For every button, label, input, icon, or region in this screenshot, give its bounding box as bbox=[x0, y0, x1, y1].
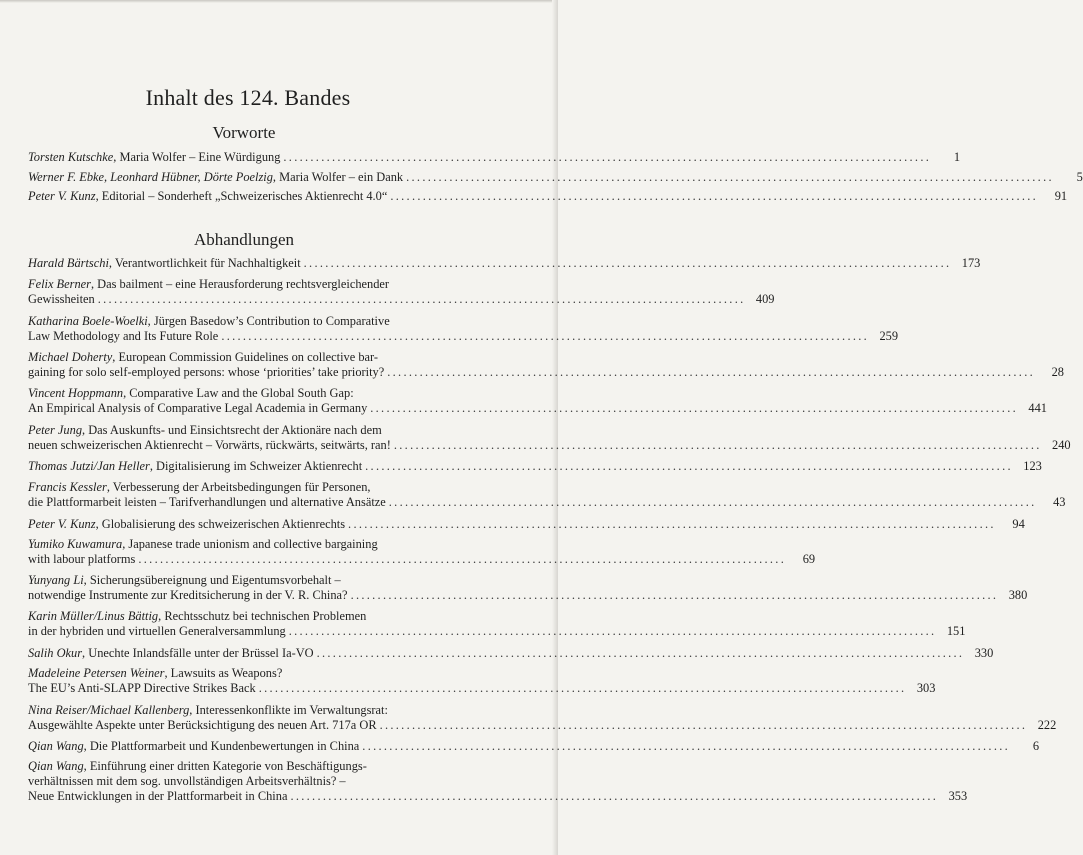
entry-author: Madeleine Petersen Weiner bbox=[28, 666, 165, 680]
dot-leader: ........................................................................................................................ bbox=[221, 329, 870, 344]
entry-author: Katharina Boele-Woelki bbox=[28, 314, 148, 328]
entry-title: , Das Auskunfts- und Einsichtsrecht der Aktionäre nach dem bbox=[82, 423, 382, 437]
entry-author: Peter V. Kunz bbox=[28, 189, 96, 203]
page-number: 43 bbox=[1053, 495, 1066, 510]
dot-leader: ........................................................................................................................ bbox=[393, 438, 1042, 453]
entry-author: Qian Wang bbox=[28, 739, 84, 753]
page-number: 380 bbox=[1008, 588, 1028, 603]
page-number: 259 bbox=[879, 329, 899, 344]
entry-title-continued: An Empirical Analysis of Comparative Legal Academia in Germany bbox=[28, 401, 368, 416]
entry-title: , Editorial – Sonderheft „Schweizerisches Aktienrecht 4.0“ bbox=[95, 189, 388, 203]
dot-leader: ........................................................................................................................ bbox=[258, 681, 907, 696]
dot-leader: ........................................................................................................................ bbox=[350, 588, 999, 603]
entry-author: Qian Wang bbox=[28, 759, 84, 773]
entry-title-continued: die Plattformarbeit leisten – Tarifverhandlungen und alternative Ansätze bbox=[28, 495, 386, 510]
entry-title: , Jürgen Basedow’s Contribution to Comparative bbox=[147, 314, 390, 328]
toc-entry bbox=[28, 423, 1071, 453]
toc-entry bbox=[28, 537, 816, 567]
entry-title-continued: Gewissheiten bbox=[28, 292, 95, 307]
dot-leader: ........................................................................................................................ bbox=[138, 552, 787, 567]
entry-title: , Lawsuits as Weapons? bbox=[164, 666, 283, 680]
dot-leader: ........................................................................................................................ bbox=[97, 292, 746, 307]
page-title: Inhalt des 124. Bandes bbox=[145, 85, 351, 110]
dot-leader: ........................................................................................................................ bbox=[387, 365, 1035, 380]
page-number: 6 bbox=[1032, 739, 1040, 753]
section-heading-abhandlungen: Abhandlungen bbox=[193, 230, 295, 249]
page-number: 151 bbox=[946, 624, 966, 639]
dot-leader: ........................................................................................................................ bbox=[290, 789, 939, 804]
toc-entry bbox=[28, 666, 936, 696]
dot-leader: ........................................................................................................................ bbox=[370, 401, 1018, 416]
page-number: 353 bbox=[948, 789, 968, 804]
entry-title: , Interessenkonflikte im Verwaltungsrat: bbox=[189, 703, 388, 717]
dot-leader: ........................................................................................................................ bbox=[388, 495, 1037, 510]
page-number: 173 bbox=[961, 256, 981, 270]
toc-entry bbox=[28, 759, 968, 805]
toc-entry bbox=[28, 350, 1064, 380]
dot-leader: ........................................................................................................................ bbox=[365, 459, 1013, 473]
entry-title: , Die Plattformarbeit und Kundenbewertungen in China bbox=[83, 739, 360, 753]
entry-author: Peter Jung bbox=[28, 423, 83, 437]
page-number: 1 bbox=[953, 150, 961, 164]
entry-title-continued: with labour platforms bbox=[28, 552, 136, 567]
toc-entry bbox=[28, 646, 994, 661]
dot-leader: ........................................................................................................................ bbox=[316, 646, 965, 660]
entry-author: Yumiko Kuwamura bbox=[28, 537, 123, 551]
toc-entry bbox=[28, 150, 961, 165]
toc-entry bbox=[28, 314, 899, 344]
dot-leader: ........................................................................................................................ bbox=[379, 718, 1028, 733]
entry-title: , Comparative Law and the Global South Gap: bbox=[123, 386, 354, 400]
dot-leader: ........................................................................................................................ bbox=[348, 517, 996, 531]
page-number: 123 bbox=[1023, 459, 1042, 473]
toc-entry bbox=[28, 189, 1068, 204]
entry-title: , Rechtsschutz bei technischen Problemen bbox=[158, 609, 367, 623]
dot-leader: ........................................................................................................................ bbox=[406, 170, 1054, 184]
entry-title-continued: verhältnissen mit dem sog. unvollständigen Arbeitsverhältnis? – bbox=[28, 774, 346, 789]
entry-title: , Verantwortlichkeit für Nachhaltigkeit bbox=[108, 256, 301, 270]
entry-author: Karin Müller/Linus Bättig bbox=[28, 609, 159, 623]
dot-leader: ........................................................................................................................ bbox=[283, 150, 932, 164]
entry-title-continued: Law Methodology and Its Future Role bbox=[28, 329, 219, 344]
entry-title-continued: The EU’s Anti-SLAPP Directive Strikes Back bbox=[28, 681, 256, 696]
toc-entry bbox=[28, 459, 1042, 474]
toc-entry bbox=[28, 703, 1057, 733]
entry-title: , Japanese trade unionism and collective bargaining bbox=[122, 537, 378, 551]
entry-title: , Digitalisierung im Schweizer Aktienrecht bbox=[149, 459, 363, 473]
dot-leader: ........................................................................................................................ bbox=[303, 256, 952, 270]
page-number: 303 bbox=[916, 681, 936, 696]
toc-entry bbox=[28, 256, 981, 271]
entry-title: , Globalisierung des schweizerischen Aktienrechts bbox=[95, 517, 346, 531]
toc-entry bbox=[28, 573, 1028, 603]
entry-author: Peter V. Kunz bbox=[28, 517, 96, 531]
entry-author: Francis Kessler bbox=[28, 480, 107, 494]
section-heading-vorworte: Vorworte bbox=[212, 123, 276, 142]
entry-author: Salih Okur bbox=[28, 646, 83, 660]
entry-author: Felix Berner bbox=[28, 277, 91, 291]
entry-title: , Unechte Inlandsfälle unter der Brüssel Ia-VO bbox=[82, 646, 314, 660]
entry-author: Harald Bärtschi bbox=[28, 256, 109, 270]
entry-title-continued: notwendige Instrumente zur Kreditsicherung in der V. R. China? bbox=[28, 588, 348, 603]
toc-entry bbox=[28, 386, 1047, 416]
toc-entry bbox=[28, 480, 1066, 510]
entry-title: , Maria Wolfer – Eine Würdigung bbox=[113, 150, 281, 164]
entry-title: , European Commission Guidelines on collective bar- bbox=[112, 350, 379, 364]
entry-author: Torsten Kutschke bbox=[28, 150, 114, 164]
entry-title-continued: Neue Entwicklungen in der Plattformarbeit in China bbox=[28, 789, 288, 804]
page-number: 222 bbox=[1037, 718, 1057, 733]
dot-leader: ........................................................................................................................ bbox=[390, 189, 1039, 203]
entry-title: , Verbesserung der Arbeitsbedingungen für Personen, bbox=[106, 480, 371, 494]
page-number: 94 bbox=[1012, 517, 1025, 531]
toc-entry bbox=[28, 609, 966, 639]
page-number: 5 bbox=[1076, 170, 1083, 184]
page-number: 91 bbox=[1054, 189, 1068, 203]
page-number: 240 bbox=[1052, 438, 1071, 453]
page-number: 69 bbox=[802, 552, 816, 567]
entry-title: , Das bailment – eine Herausforderung rechtsvergleichender bbox=[90, 277, 390, 291]
page-number: 330 bbox=[974, 646, 994, 660]
page-edge-shadow bbox=[0, 0, 558, 3]
entry-author: Yunyang Li bbox=[28, 573, 84, 587]
toc-entry bbox=[28, 170, 1083, 185]
entry-title: , Einführung einer dritten Kategorie von Beschäftigungs- bbox=[83, 759, 367, 773]
entry-author: Michael Doherty bbox=[28, 350, 113, 364]
page-number: 28 bbox=[1051, 365, 1064, 380]
toc-entry bbox=[28, 277, 775, 307]
entry-author: Vincent Hoppmann bbox=[28, 386, 124, 400]
entry-author: Thomas Jutzi/Jan Heller bbox=[28, 459, 150, 473]
entry-title-continued: neuen schweizerischen Aktienrecht – Vorwärts, rückwärts, seitwärts, ran! bbox=[28, 438, 391, 453]
entry-author: Nina Reiser/Michael Kallenberg bbox=[28, 703, 190, 717]
entry-title-continued: in der hybriden und virtuellen Generalversammlung bbox=[28, 624, 286, 639]
page-number: 409 bbox=[755, 292, 775, 307]
entry-author: Werner F. Ebke, Leonhard Hübner, Dörte Poelzig bbox=[28, 170, 273, 184]
entry-title-continued: Ausgewählte Aspekte unter Berücksichtigung des neuen Art. 717a OR bbox=[28, 718, 377, 733]
dot-leader: ........................................................................................................................ bbox=[288, 624, 937, 639]
dot-leader: ........................................................................................................................ bbox=[362, 739, 1011, 753]
entry-title: , Maria Wolfer – ein Dank bbox=[272, 170, 404, 184]
entry-title-continued: gaining for solo self-employed persons: whose ‘priorities’ take priority? bbox=[28, 365, 385, 380]
toc-entry bbox=[28, 739, 1040, 754]
page-number: 441 bbox=[1028, 401, 1047, 416]
entry-title: , Sicherungsübereignung und Eigentumsvorbehalt – bbox=[83, 573, 341, 587]
toc-entry bbox=[28, 517, 1025, 532]
